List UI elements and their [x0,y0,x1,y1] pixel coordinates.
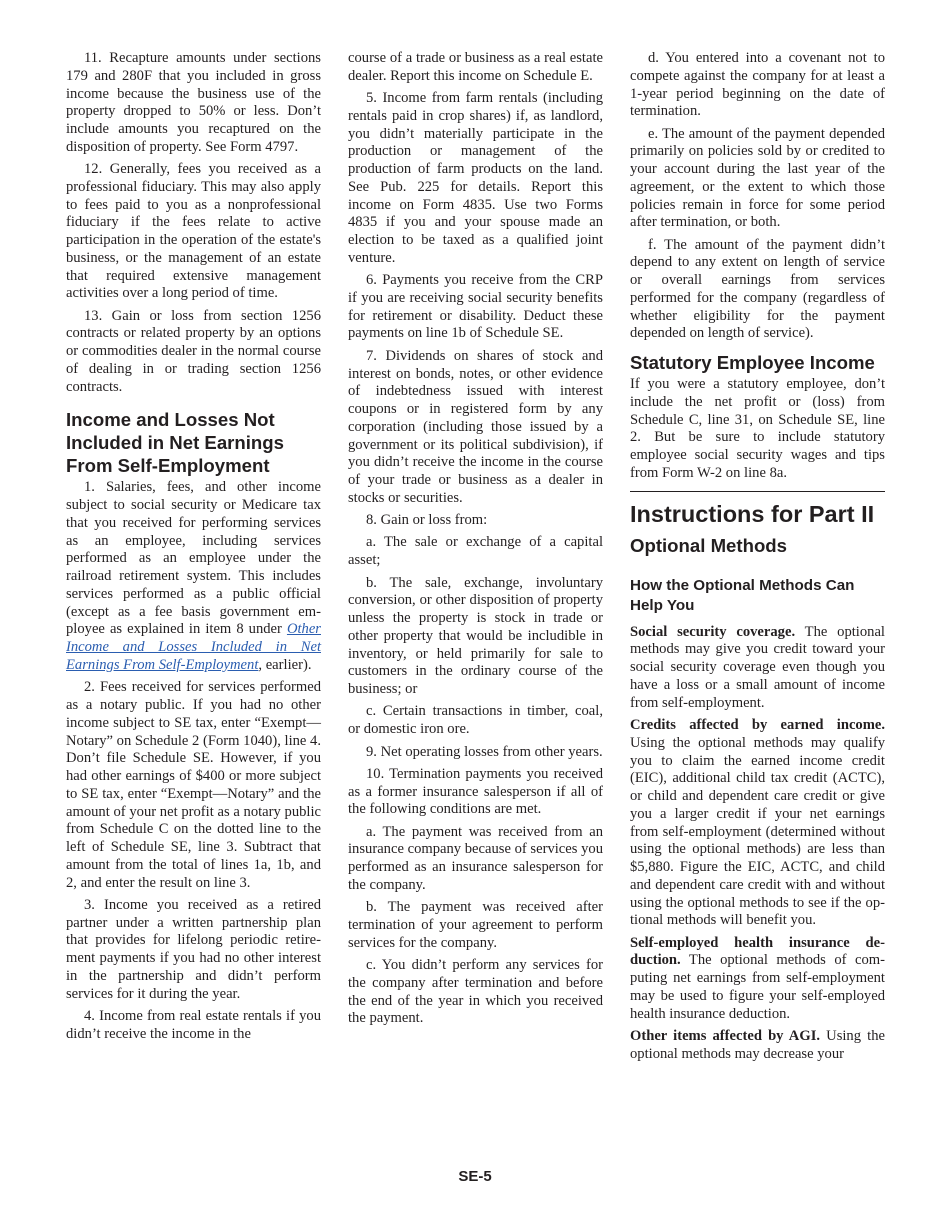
item-1-text-end: , earlier). [258,656,312,673]
item-8a: a. The sale or exchange of a capital asset; [348,534,603,569]
credits-earned-income-paragraph [630,717,885,930]
item-5: 5. Income from farm rentals (including rentals paid in crop shares) if, as landlord, you didn’t materially participate in the production or management of the production of farm products on the land. See Pub. 225 for details. Report this income on Form 4835. Use two Forms 4835 if you and your spouse made an election to be taxed as a qualified joint venture. [348,90,603,266]
section-heading-statutory-employee: Statutory Employee Income [630,352,875,374]
item-11: 11. Recapture amounts under sections 179 and 280F that you included in gross income because the business use of the property dropped to 50% or less. Don’t include amounts you recaptured on the disposition of property. See Form 4797. [66,50,321,155]
item-7: 7. Dividends on shares of stock and interest on bonds, notes, or other evidence of indebtedness issued with interest coupons or in registered form by any corporation (including those issued by a government or its political subdivision), if you didn’t receive the income in the course of your trade or business as a dealer in stocks or securities. [348,347,603,506]
item-6: 6. Payments you receive from the CRP if you are receiving social security benefits for retirement or disability. Deduct these payments on line 1b of Schedule SE. [348,272,603,342]
item-8: 8. Gain or loss from: [366,512,488,529]
how-optional-methods-help-heading: How the Optional Methods Can Help You [630,576,855,614]
credits-earned-income-text: Using the optional methods may qualify you to claim the earned income credit (EIC), additional child tax credit (ACTC), or child and dependent care credit or give you a larger credit if your net earnings from self-employment (determined without using the optional methods) are less than $5,880. Figure the EIC, ACTC, and child and dependent care credit with and without using the optional methods to see if the optional methods will benefit you. [630,734,885,929]
item-1 [66,479,321,674]
page-number: SE-5 [458,1168,492,1185]
item-8b: b. The sale, exchange, involuntary conversion, or other disposition of property unless the property is stock in trade or other property that would be includible in inventory, or held primarily for sale to customers in the ordinary course of the business; or [348,574,603,698]
item-4: 4. Income from real estate rentals if you didn’t receive the income in the [66,1007,321,1042]
item-13: 13. Gain or loss from section 1256 contracts or related property by an options or commodities dealer in the normal course of dealing in or trading section 1256 contracts. [66,307,321,395]
other-items-agi-text: Using the optional methods may decrease your [630,1027,885,1062]
item-10d: d. You entered into a covenant not to compete against the company for at least a 1-year period beginning on the date of termination. [630,50,885,120]
section-divider [630,491,885,492]
item-3: 3. Income you received as a retired partner under a written partnership plan that provides for lifelong periodic retirement payments if you had no other interest in the partnership and didn’t perform services for it during the year. [66,896,321,1002]
item-10f: f. The amount of the payment didn’t depend to any extent on length of service or overall earnings from services performed for the company (regardless of whether eligibility for the payment depended on length of service). [630,236,885,342]
health-insurance-deduction-text: The optional methods of computing net earnings from self-employment may be used to figure your self-employed health insurance deduction. [630,952,885,1022]
item-10b: b. The payment was received after termination of your agreement to perform services for the company. [348,899,603,951]
item-9: 9. Net operating losses from other years. [366,743,603,760]
social-security-coverage-paragraph [630,624,885,713]
item-10e: e. The amount of the payment depended primarily on policies sold by or credited to your account during the last year of the agreement, or the extent to which those policies remain in force for some period after termination, or both. [630,125,885,231]
health-insurance-deduction-paragraph [630,935,885,1024]
item-10c: c. You didn’t perform any services for the company after termination and before the end of the year in which you received the payment. [348,957,603,1027]
item-2: 2. Fees received for services performed as a notary public. If you had no other income subject to SE tax, enter “Exempt—Notary” on Schedule 2 (Form 1040), line 4. Don’t file Schedule SE. However, if you had other earnings of $400 or more subject to SE tax, enter “Exempt—Notary” and the amount of your net profit as a notary public from Schedule C on the dotted line to the left of Schedule SE, line 3. Subtract that amount from the total of lines 1a, 1b, and 2, and enter the result on line 3. [66,679,321,891]
column-1 [66,50,321,1048]
column-3 [630,50,885,1068]
social-security-coverage-text: The optional methods may give you credit toward your social security coverage even though you have a loss or a small amount of income from self-employment. [630,623,885,711]
social-security-coverage-lead: Social security coverage. [630,623,796,640]
credits-earned-income-lead: Credits affected by earned income. [630,717,885,734]
cross-reference-link[interactable]: Other Income and Losses Included in Net Earnings From Self-Employment [66,621,321,673]
column-2 [348,50,603,1033]
item-1-text: 1. Salaries, fees, and other income subject to social security or Medicare tax that you received for performing services as an employee, including services performed as an employee under the railroad retirement system. This includes services performed as a public official (except as a fee basis government employee as explained in item 8 under [66,479,321,638]
item-8c: c. Certain transactions in timber, coal, or domestic iron ore. [348,703,603,738]
item-12: 12. Generally, fees you received as a professional fiduciary. This may also apply to fees paid to you as a nonprofessional fiduciary if the fees relate to active participation in the operation of the estate's business, or the management of an estate that required extensive management activities over a long period of time. [66,161,321,302]
item-10: 10. Termination payments you received as a former insurance salesperson if all of the following conditions are met. [348,765,603,818]
item-10a: a. The payment was received from an insurance company because of services you performed as an insurance salesperson for the company. [348,823,603,893]
item-4-continued: course of a trade or business as a real estate dealer. Report this income on Schedule E. [348,50,603,84]
other-items-agi-paragraph [630,1028,885,1064]
part-2-heading: Instructions for Part II [630,500,875,527]
other-items-agi-lead: Other items affected by AGI. [630,1027,821,1044]
statutory-employee-text: If you were a statutory employee, don’t include the net profit or (loss) from Schedule C, line 31, on Schedule SE, line 2. But be sure to include statutory employee social security wages and tips from Form W-2 on line 8a. [630,376,885,481]
section-heading-income-losses-not-included: Income and Losses Not Included in Net Earnings From Self-Employment [66,409,284,477]
health-insurance-deduction-lead: Self-employed health insurance deduction. [630,934,885,969]
optional-methods-heading: Optional Methods [630,534,788,556]
